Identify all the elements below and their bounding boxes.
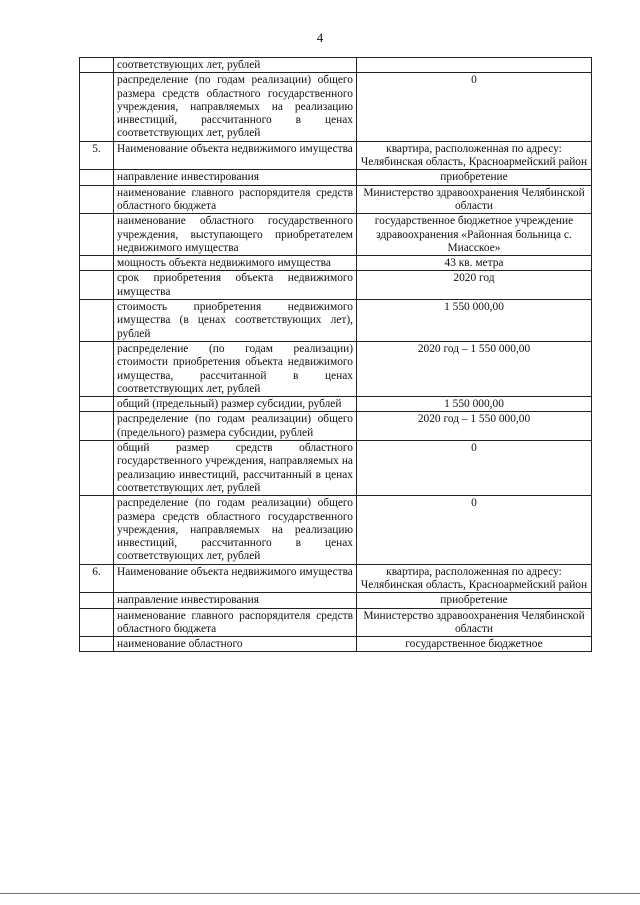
row-label: распределение (по годам реализации) общего (предельного) размера субсидии, рублей bbox=[114, 412, 357, 441]
row-value: квартира, расположенная по адресу: Челябинская область, Красноармейский район bbox=[357, 141, 592, 170]
row-value: 0 bbox=[357, 73, 592, 141]
row-value: 0 bbox=[357, 496, 592, 564]
row-label: распределение (по годам реализации) общего размера средств областного государственного учреждения, направляемых на реализацию инвестиций, рассчитанного в ценах соответствующих лет, рублей bbox=[114, 73, 357, 141]
row-label: срок приобретения объекта недвижимого имущества bbox=[114, 271, 357, 300]
table-row bbox=[80, 441, 592, 496]
row-number bbox=[80, 300, 114, 342]
row-value bbox=[357, 58, 592, 73]
table-row bbox=[80, 564, 592, 593]
row-value: 0 bbox=[357, 441, 592, 496]
table-row bbox=[80, 141, 592, 170]
row-number bbox=[80, 412, 114, 441]
row-label: распределение (по годам реализации) стоимости приобретения объекта недвижимого имущества, рассчитанной в ценах соответствующих лет, рублей bbox=[114, 341, 357, 396]
row-number bbox=[80, 341, 114, 396]
row-number bbox=[80, 593, 114, 608]
row-label: соответствующих лет, рублей bbox=[114, 58, 357, 73]
table-row bbox=[80, 608, 592, 637]
scan-edge-divider bbox=[0, 893, 640, 894]
row-number bbox=[80, 185, 114, 214]
row-label: наименование главного распорядителя средств областного бюджета bbox=[114, 185, 357, 214]
row-value: 2020 год bbox=[357, 271, 592, 300]
row-number bbox=[80, 170, 114, 185]
row-value: квартира, расположенная по адресу: Челябинская область, Красноармейский район bbox=[357, 564, 592, 593]
row-label: наименование областного государственного учреждения, выступающего приобретателем недвижимого имущества bbox=[114, 214, 357, 256]
row-number bbox=[80, 214, 114, 256]
row-value: 1 550 000,00 bbox=[357, 397, 592, 412]
row-label: общий размер средств областного государственного учреждения, направляемых на реализацию инвестиций, рассчитанный в ценах соответствующих лет, рублей bbox=[114, 441, 357, 496]
table-row bbox=[80, 271, 592, 300]
row-label: направление инвестирования bbox=[114, 593, 357, 608]
row-value: 43 кв. метра bbox=[357, 256, 592, 271]
table-row bbox=[80, 214, 592, 256]
row-value: 2020 год – 1 550 000,00 bbox=[357, 412, 592, 441]
table-row bbox=[80, 637, 592, 652]
row-value: приобретение bbox=[357, 170, 592, 185]
row-label: Наименование объекта недвижимого имущества bbox=[114, 564, 357, 593]
row-number: 6. bbox=[80, 564, 114, 593]
row-number bbox=[80, 637, 114, 652]
row-label: направление инвестирования bbox=[114, 170, 357, 185]
row-label: общий (предельный) размер субсидии, рублей bbox=[114, 397, 357, 412]
table-row bbox=[80, 496, 592, 564]
row-label: распределение (по годам реализации) общего размера средств областного государственного учреждения, направляемых на реализацию инвестиций, рассчитанного в ценах соответствующих лет, рублей bbox=[114, 496, 357, 564]
table-row bbox=[80, 300, 592, 342]
row-number bbox=[80, 73, 114, 141]
row-value: приобретение bbox=[357, 593, 592, 608]
page-number: 4 bbox=[316, 30, 324, 45]
row-number bbox=[80, 397, 114, 412]
row-number bbox=[80, 256, 114, 271]
table-row bbox=[80, 593, 592, 608]
row-number: 5. bbox=[80, 141, 114, 170]
table-row bbox=[80, 185, 592, 214]
row-number bbox=[80, 608, 114, 637]
row-label: наименование областного bbox=[114, 637, 357, 652]
investment-table bbox=[79, 57, 592, 652]
table-row bbox=[80, 341, 592, 396]
row-value: 2020 год – 1 550 000,00 bbox=[357, 341, 592, 396]
row-number bbox=[80, 271, 114, 300]
row-number bbox=[80, 58, 114, 73]
row-value: Министерство здравоохранения Челябинской области bbox=[357, 608, 592, 637]
row-number bbox=[80, 441, 114, 496]
table-row bbox=[80, 412, 592, 441]
row-label: Наименование объекта недвижимого имущества bbox=[114, 141, 357, 170]
row-value: Министерство здравоохранения Челябинской области bbox=[357, 185, 592, 214]
table-row bbox=[80, 397, 592, 412]
row-value: 1 550 000,00 bbox=[357, 300, 592, 342]
table-row bbox=[80, 73, 592, 141]
row-label: стоимость приобретения недвижимого имущества (в ценах соответствующих лет), рублей bbox=[114, 300, 357, 342]
row-value: государственное бюджетное учреждение здравоохранения «Районная больница с. Миасское» bbox=[357, 214, 592, 256]
table-row bbox=[80, 256, 592, 271]
row-number bbox=[80, 496, 114, 564]
table-row bbox=[80, 170, 592, 185]
row-value: государственное бюджетное bbox=[357, 637, 592, 652]
row-label: мощность объекта недвижимого имущества bbox=[114, 256, 357, 271]
row-label: наименование главного распорядителя средств областного бюджета bbox=[114, 608, 357, 637]
table-row bbox=[80, 58, 592, 73]
